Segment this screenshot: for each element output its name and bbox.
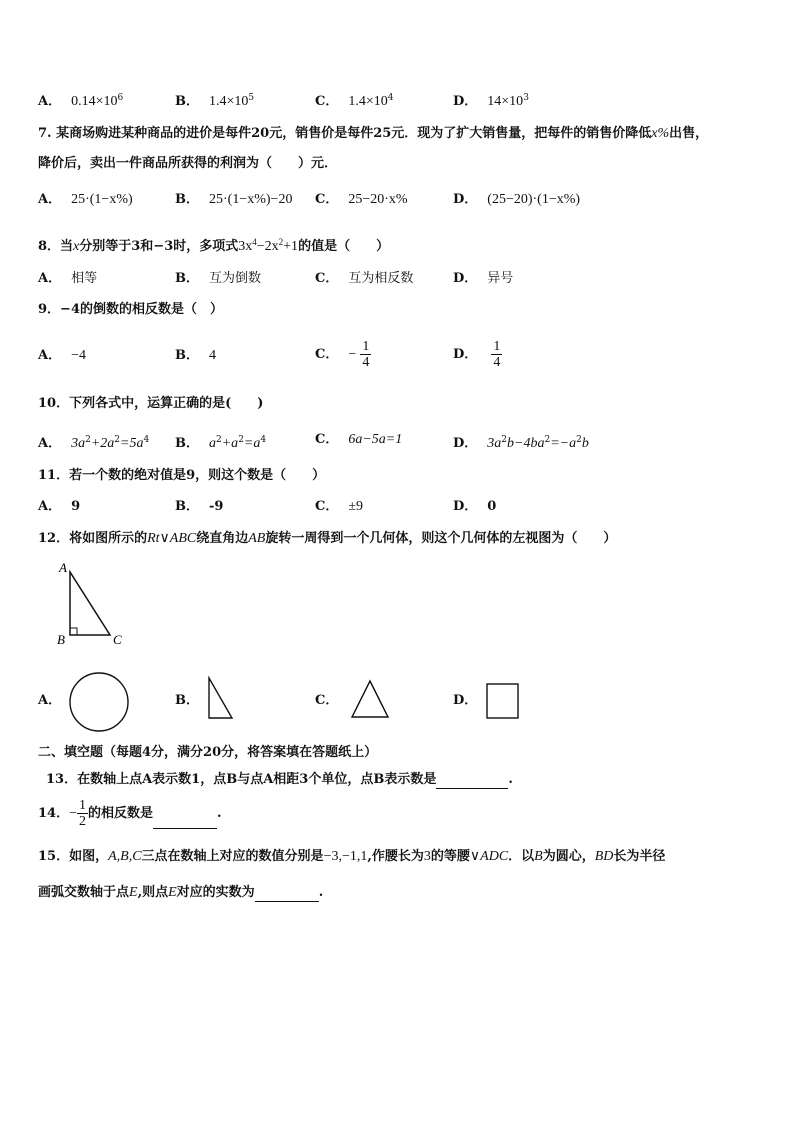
q8-option-a[interactable] xyxy=(38,270,97,288)
q6-option-d[interactable] xyxy=(453,89,529,111)
q7-text-end: 出售， xyxy=(669,126,709,141)
q15-point-e: E xyxy=(129,885,138,900)
q12-text: 12．将如图所示的 xyxy=(38,531,148,546)
q15-radius: BD xyxy=(594,849,614,864)
expr-part: =−a xyxy=(550,436,577,451)
q9-option-c[interactable] xyxy=(315,339,371,370)
option-text: 25·(1−x%)−20 xyxy=(209,192,293,207)
q7-option-c[interactable] xyxy=(315,191,408,209)
q15-text: 长为半径 xyxy=(613,849,666,864)
option-label: C． xyxy=(315,432,339,447)
poly-part: +1 xyxy=(283,239,299,254)
section-2-title: 二、填空题（每题4分，满分20分，将答案填在答题纸上） xyxy=(38,745,378,760)
q12-option-b[interactable] xyxy=(175,692,209,710)
option-label: D． xyxy=(453,499,478,514)
q7-option-a[interactable] xyxy=(38,191,133,209)
option-label: C． xyxy=(315,192,339,207)
q9-option-b[interactable] xyxy=(175,347,216,365)
numerator: 1 xyxy=(493,339,501,354)
option-text: -9 xyxy=(209,499,224,514)
q8-option-c[interactable] xyxy=(315,270,413,288)
option-label: B． xyxy=(175,436,199,451)
option-text: −4 xyxy=(71,348,86,363)
exponent: 2 xyxy=(501,435,508,445)
expr-part: =5a xyxy=(120,436,144,451)
q15-stem-line2 xyxy=(38,884,323,902)
option-label: A． xyxy=(38,499,62,514)
triangle-view-icon[interactable] xyxy=(350,679,392,721)
q12-option-a[interactable] xyxy=(38,692,71,710)
poly-part: −2x xyxy=(256,239,279,254)
q11-option-a[interactable] xyxy=(38,498,80,516)
q8-text: 8．当 xyxy=(38,239,74,254)
vertex-label-c: C xyxy=(113,632,122,647)
q15-text: 为圆心， xyxy=(542,849,595,864)
fraction-sign: − xyxy=(348,347,357,362)
q15-text: 15．如图， xyxy=(38,849,109,864)
option-label: D． xyxy=(453,192,478,207)
q13-text: 13．在数轴上点A表示数1，点B与点A相距3个单位，点B表示数是 xyxy=(46,772,437,787)
q15-points: A,B,C xyxy=(108,849,142,864)
q15-triangle-name: ∨ADC xyxy=(469,849,509,864)
exponent: 6 xyxy=(117,93,124,103)
q15-text: 画弧交数轴于点 xyxy=(38,885,130,900)
option-text: 异号 xyxy=(487,271,514,286)
circle-view-icon[interactable] xyxy=(68,671,132,735)
vertex-label-a: A xyxy=(59,560,67,575)
exponent: 4 xyxy=(387,93,394,103)
option-label: C． xyxy=(315,499,339,514)
q15-text: ,则点 xyxy=(137,885,169,900)
option-label: A． xyxy=(38,271,62,286)
option-label: A． xyxy=(38,348,62,363)
option-label: C． xyxy=(315,271,339,286)
denominator: 2 xyxy=(79,814,86,829)
option-label: B． xyxy=(175,499,199,514)
q6-option-b[interactable] xyxy=(175,89,254,111)
fraction xyxy=(491,339,502,370)
option-label: B． xyxy=(175,271,199,286)
q10-option-a[interactable] xyxy=(38,431,149,453)
q10-stem: 10．下列各式中，运算正确的是( ) xyxy=(38,396,264,411)
expr-part: b xyxy=(581,436,589,451)
q8-stem xyxy=(38,233,389,256)
q14-stem xyxy=(38,798,222,829)
exponent: 5 xyxy=(248,93,255,103)
denominator: 4 xyxy=(362,355,370,370)
q8-text-end: 的值是（ ） xyxy=(298,239,390,254)
q6-option-c[interactable] xyxy=(315,89,394,111)
q12-text-mid: 绕直角边 xyxy=(196,531,249,546)
q7-variable: x% xyxy=(651,126,670,141)
q11-stem: 11．若一个数的绝对值是9，则这个数是（ ） xyxy=(38,468,326,483)
option-text: 14×10 xyxy=(487,94,524,109)
expr-part: =a xyxy=(243,436,261,451)
q11-option-b[interactable] xyxy=(175,498,223,516)
q12-option-d[interactable] xyxy=(453,692,487,710)
q15-text: 三点在数轴上对应的数值分别是 xyxy=(141,849,324,864)
denominator: 4 xyxy=(493,355,501,370)
q15-point-e: E xyxy=(168,885,177,900)
q7-stem-line2: 降价后，卖出一件商品所获得的利润为（ ）元． xyxy=(38,156,338,171)
fraction-sign: − xyxy=(69,806,77,821)
q6-option-a[interactable] xyxy=(38,89,123,111)
right-triangle-view-icon[interactable] xyxy=(205,676,237,722)
option-label: A． xyxy=(38,94,62,109)
expr-part: b−4ba xyxy=(507,436,545,451)
poly-part: 3x xyxy=(238,239,253,254)
q10-option-b[interactable] xyxy=(175,431,266,453)
q11-option-c[interactable] xyxy=(315,498,363,516)
expr-part: 3a xyxy=(71,436,86,451)
option-label: D． xyxy=(453,94,478,109)
q12-option-c[interactable] xyxy=(315,692,348,710)
q15-center: B xyxy=(534,849,543,864)
option-label: A． xyxy=(38,693,62,708)
option-label: B． xyxy=(175,94,199,109)
q15-end: . xyxy=(318,885,324,900)
option-text: ±9 xyxy=(348,499,364,514)
option-text: 6a−5a=1 xyxy=(348,432,403,447)
fraction xyxy=(360,339,371,370)
exponent: 2 xyxy=(238,435,244,445)
q12-stem xyxy=(38,530,616,548)
option-label: A． xyxy=(38,436,62,451)
option-text: 0 xyxy=(487,499,497,514)
q8-variable: x xyxy=(73,239,80,254)
option-label: C． xyxy=(315,693,339,708)
option-text: 互为相反数 xyxy=(348,271,414,286)
option-label: C． xyxy=(315,347,339,362)
q8-text-mid: 分别等于3和−3时，多项式 xyxy=(79,239,239,254)
exponent: 2 xyxy=(114,435,121,445)
option-text: 0.14×10 xyxy=(71,94,118,109)
option-text: 1.4×10 xyxy=(209,94,249,109)
option-label: D． xyxy=(453,271,478,286)
q15-text: 的等腰 xyxy=(430,849,470,864)
square-view-icon[interactable] xyxy=(485,682,521,720)
q15-text: ,作腰长为 xyxy=(367,849,424,864)
q14-label: 14． xyxy=(38,806,70,821)
q15-length: 3 xyxy=(423,849,431,864)
q8-option-b[interactable] xyxy=(175,270,261,288)
option-label: B． xyxy=(175,348,199,363)
q14-end: . xyxy=(217,806,222,821)
q12-edge-name: AB xyxy=(248,531,266,546)
option-label: B． xyxy=(175,693,199,708)
q14-text: 的相反数是 xyxy=(88,806,154,821)
triangle-shape xyxy=(70,572,110,635)
q12-triangle-name: Rt∨ABC xyxy=(147,531,197,546)
q9-option-a[interactable] xyxy=(38,347,86,365)
exponent: 4 xyxy=(252,237,257,247)
fraction xyxy=(77,798,88,829)
exponent: 3 xyxy=(523,93,529,103)
expr-part: 3a xyxy=(487,436,502,451)
right-angle-mark xyxy=(70,628,77,635)
q8-polynomial xyxy=(238,239,298,254)
q13-end: . xyxy=(508,772,513,787)
option-label: B． xyxy=(175,192,199,207)
option-label: C． xyxy=(315,94,339,109)
option-label: A． xyxy=(38,192,62,207)
option-text: 25−20·x% xyxy=(348,192,408,207)
exponent: 4 xyxy=(143,435,150,445)
exponent: 2 xyxy=(85,435,91,445)
option-text: 9 xyxy=(71,499,81,514)
q15-text: ．以 xyxy=(508,849,535,864)
q13-stem xyxy=(46,771,513,789)
q9-option-d[interactable] xyxy=(453,339,502,370)
q10-option-d[interactable] xyxy=(453,431,589,453)
option-text: (25−20)·(1−x%) xyxy=(487,192,581,207)
q9-stem: 9．−4的倒数的相反数是（ ） xyxy=(38,302,223,317)
answer-blank[interactable] xyxy=(153,814,217,829)
q11-option-d[interactable] xyxy=(453,498,496,516)
q15-values: −3,−1,1 xyxy=(323,849,368,864)
option-text: 互为倒数 xyxy=(209,271,262,286)
q7-option-d[interactable] xyxy=(453,191,580,209)
expr-part: a xyxy=(209,436,216,451)
exponent: 2 xyxy=(544,435,551,445)
exponent: 2 xyxy=(576,435,582,445)
q8-option-d[interactable] xyxy=(453,270,513,288)
option-label: D． xyxy=(453,436,478,451)
q15-stem-line1 xyxy=(38,848,665,866)
option-label: D． xyxy=(453,347,478,362)
q15-text: 对应的实数为 xyxy=(176,885,255,900)
option-label: D． xyxy=(453,693,478,708)
numerator: 1 xyxy=(79,798,86,813)
numerator: 1 xyxy=(362,339,370,354)
option-text: 1.4×10 xyxy=(348,94,388,109)
exponent: 2 xyxy=(278,237,284,247)
q7-option-b[interactable] xyxy=(175,191,292,209)
q10-option-c[interactable] xyxy=(315,431,402,449)
q7-stem-line1 xyxy=(38,125,708,143)
q7-text: 7. 某商场购进某种商品的进价是每件20元，销售价是每件25元．现为了扩大销售量，把每件的销售价降低 xyxy=(38,126,652,141)
option-text: 25·(1−x%) xyxy=(71,192,133,207)
vertex-label-b: B xyxy=(57,632,65,647)
expr-part: +2a xyxy=(90,436,115,451)
exponent: 4 xyxy=(260,435,267,445)
q12-text-end: 旋转一周得到一个几何体，则这个几何体的左视图为（ ） xyxy=(265,531,617,546)
option-text: 相等 xyxy=(71,271,98,286)
q12-triangle-figure xyxy=(55,560,135,650)
answer-blank[interactable] xyxy=(436,774,508,789)
expr-part: +a xyxy=(221,436,239,451)
option-text: 4 xyxy=(209,348,216,363)
answer-blank[interactable] xyxy=(255,887,319,902)
exponent: 2 xyxy=(216,435,222,445)
